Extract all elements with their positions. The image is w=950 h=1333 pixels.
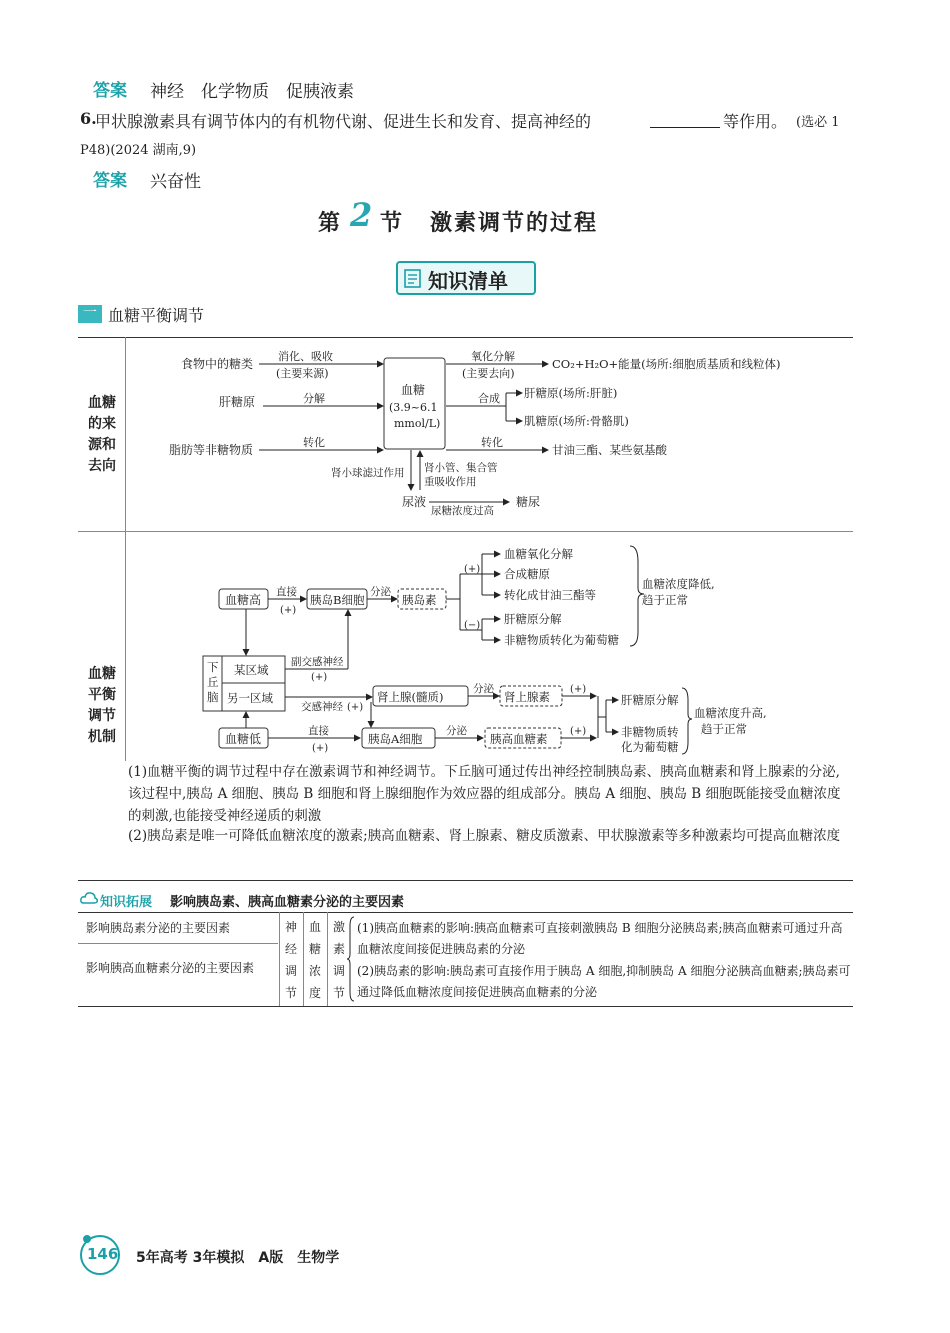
- src-liver-glycogen: 肝糖原: [219, 395, 256, 409]
- table-bottom-rule: [78, 880, 853, 881]
- arrow-oxidize: 氧化分解: [471, 350, 515, 363]
- question-6-source-2: P48)(2024 湖南,9): [80, 143, 197, 158]
- notepad-icon: [402, 267, 424, 289]
- ext-col-glucose: 血 糖 浓 度: [309, 920, 322, 1000]
- out-triglycerides: 甘油三酯、某些氨基酸: [552, 443, 667, 457]
- answer-tag-2: 答案: [93, 171, 127, 191]
- answer-6: 兴奋性: [150, 172, 201, 192]
- insulin: 胰岛素: [402, 593, 437, 607]
- effect-up-2b: 化为葡萄糖: [621, 740, 679, 754]
- arrow-digest-sub: (主要来源): [276, 367, 329, 380]
- question-6-text: 甲状腺激素具有调节体内的有机物代谢、促进生长和发育、提高神经的: [95, 112, 592, 131]
- section-number: 2: [350, 196, 373, 234]
- effect-glycogen: 合成糖原: [504, 567, 550, 581]
- hypo-2: 丘: [207, 675, 219, 689]
- answer-5: 神经 化学物质 促胰液素: [150, 82, 354, 102]
- subsection-tag: [78, 305, 102, 323]
- ext-brace: [347, 916, 355, 1002]
- plus-glucagon: (+): [570, 726, 587, 737]
- effect-inhibit-2: 非糖物质转化为葡萄糖: [504, 633, 619, 647]
- hypo-1: 下: [207, 660, 219, 674]
- ext-col-neural: 神 经 调 节: [285, 920, 298, 1000]
- knowledge-banner: [396, 261, 536, 295]
- effect-oxidize: 血糖氧化分解: [504, 547, 573, 561]
- footer-title: 5年高考 3年模拟 A版 生物学: [136, 1250, 340, 1266]
- plus-symp: (+): [347, 702, 364, 713]
- arrow-digest: 消化、吸收: [278, 350, 333, 363]
- result-down-1: 血糖浓度降低,: [642, 577, 715, 591]
- effect-inhibit-1: 肝糖原分解: [504, 612, 562, 626]
- center-label: 血糖: [401, 383, 426, 397]
- secrete-2: 分泌: [473, 683, 494, 695]
- adrenaline: 肾上腺素: [504, 690, 550, 704]
- region-1: 某区域: [234, 663, 269, 677]
- direct-2: 直接: [308, 725, 329, 737]
- result-up-2: 趋于正常: [701, 722, 747, 736]
- note-1: (1)血糖平衡的调节过程中存在激素调节和神经调节。下丘脑可通过传出神经控制胰岛素、胰高血糖素和肾上腺素的分泌,该过程中,胰岛 A 细胞、胰岛 B 细胞和肾上腺细胞作为效应器的组成部分。胰岛 A 细胞、胰岛 B 细胞既能接受血糖浓度的刺激,也能接受神经递质的刺激: [128, 764, 841, 824]
- glucose-regulation-diagram: [126, 532, 853, 762]
- ext-top-rule: [78, 912, 853, 913]
- subsection-tag-text: 一: [83, 305, 97, 321]
- beta-cell: 胰岛B细胞: [310, 593, 365, 607]
- center-unit: mmol/L): [394, 417, 441, 430]
- ext-col-3: [327, 912, 328, 1006]
- arrow-synth: 合成: [478, 392, 500, 405]
- section-suffix: 节: [380, 210, 403, 236]
- fill-blank: [650, 127, 720, 128]
- ext-left-1: 影响胰岛素分泌的主要因素: [86, 921, 231, 935]
- row1-label: 血糖 的来 源和 去向: [88, 395, 116, 474]
- ext-col-1: [279, 912, 280, 1006]
- plus-para: (+): [311, 672, 328, 683]
- note-2: (2)胰岛素是唯一可降低血糖浓度的激素;胰高血糖素、肾上腺素、糖皮质激素、甲状腺激素等多种激素均可提高血糖浓度: [128, 828, 841, 844]
- banner-title: 知识清单: [428, 269, 508, 293]
- ext-col-2: [303, 912, 304, 1006]
- src-food: 食物中的糖类: [181, 357, 254, 371]
- result-up-1: 血糖浓度升高,: [694, 706, 767, 720]
- ext-bottom-rule: [78, 1006, 853, 1007]
- ext-left-rule: [78, 943, 278, 944]
- ext-detail-2: (2)胰岛素的影响:胰岛素可直接作用于胰岛 A 细胞,抑制胰岛 A 细胞分泌胰高血糖素;胰岛素可通过降低血糖浓度间接促进胰高血糖素的分泌: [357, 964, 851, 999]
- arrow-decompose: 分解: [303, 392, 325, 405]
- question-number: 6.: [80, 109, 97, 128]
- ext-col-hormone: 激 素 调 节: [333, 920, 346, 1000]
- ext-detail-1: (1)胰高血糖素的影响:胰高血糖素可直接刺激胰岛 B 细胞分泌胰岛素;胰高血糖素可通过升高血糖浓度间接促进胰岛素的分泌: [357, 921, 843, 956]
- effect-triglyceride: 转化成甘油三酯等: [504, 588, 596, 602]
- plus-2: (+): [312, 743, 329, 754]
- out-liver-glycogen: 肝糖原(场所:肝脏): [524, 386, 618, 400]
- arrow-convert: 转化: [303, 436, 325, 449]
- effect-up-2a: 非糖物质转: [621, 725, 679, 739]
- secrete-3: 分泌: [446, 725, 467, 737]
- plus-1: (+): [280, 605, 297, 616]
- extension-tag: 知识拓展: [100, 895, 153, 910]
- glucosuria: 糖尿: [516, 495, 541, 509]
- plus-insulin: (+): [464, 564, 481, 575]
- high-glucose: 血糖高: [225, 593, 262, 607]
- urine: 尿液: [402, 495, 427, 509]
- glucagon: 胰高血糖素: [490, 732, 548, 746]
- low-glucose: 血糖低: [225, 732, 262, 746]
- arrow-oxidize-sub: (主要去向): [462, 367, 515, 380]
- cloud-icon: [80, 891, 98, 905]
- src-non-sugar: 脂肪等非糖物质: [169, 443, 254, 457]
- section-prefix: 第: [318, 210, 341, 236]
- center-range: (3.9~6.1: [389, 401, 438, 414]
- effect-up-1: 肝糖原分解: [621, 693, 679, 707]
- page-number: 146: [87, 1245, 119, 1263]
- alpha-cell: 胰岛A细胞: [368, 732, 423, 746]
- section-title: 激素调节的过程: [430, 210, 599, 236]
- question-6-source: (选必 1: [796, 115, 840, 130]
- ext-left-2: 影响胰高血糖素分泌的主要因素: [86, 961, 255, 975]
- extension-title: 影响胰岛素、胰高血糖素分泌的主要因素: [170, 895, 405, 910]
- glucose-source-diagram: [126, 338, 853, 531]
- arrow-convert-out: 转化: [481, 436, 503, 449]
- answer-tag: 答案: [93, 81, 127, 101]
- renal-filter: 肾小球滤过作用: [331, 467, 405, 479]
- adrenal: 肾上腺(髓质): [377, 690, 444, 704]
- minus-insulin: (−): [464, 620, 481, 631]
- parasympathetic: 副交感神经: [291, 656, 344, 668]
- renal-reabs-1: 肾小管、集合管: [424, 462, 498, 474]
- region-2: 另一区域: [227, 691, 273, 705]
- row2-label: 血糖 平衡 调节 机制: [88, 666, 116, 745]
- out-energy: CO₂+H₂O+能量(场所:细胞质基质和线粒体): [552, 357, 781, 371]
- out-muscle-glycogen: 肌糖原(场所:骨骼肌): [524, 414, 629, 428]
- question-6-tail: 等作用。: [723, 112, 788, 131]
- hypo-3: 脑: [207, 690, 219, 704]
- plus-adrenaline: (+): [570, 684, 587, 695]
- urine-arrow: 尿糖浓度过高: [431, 505, 494, 517]
- result-down-2: 趋于正常: [642, 593, 688, 607]
- direct-1: 直接: [276, 586, 297, 598]
- subsection-title: 血糖平衡调节: [108, 306, 205, 325]
- renal-reabs-2: 重吸收作用: [424, 476, 477, 488]
- secrete-1: 分泌: [370, 586, 391, 598]
- sympathetic: 交感神经: [301, 701, 343, 713]
